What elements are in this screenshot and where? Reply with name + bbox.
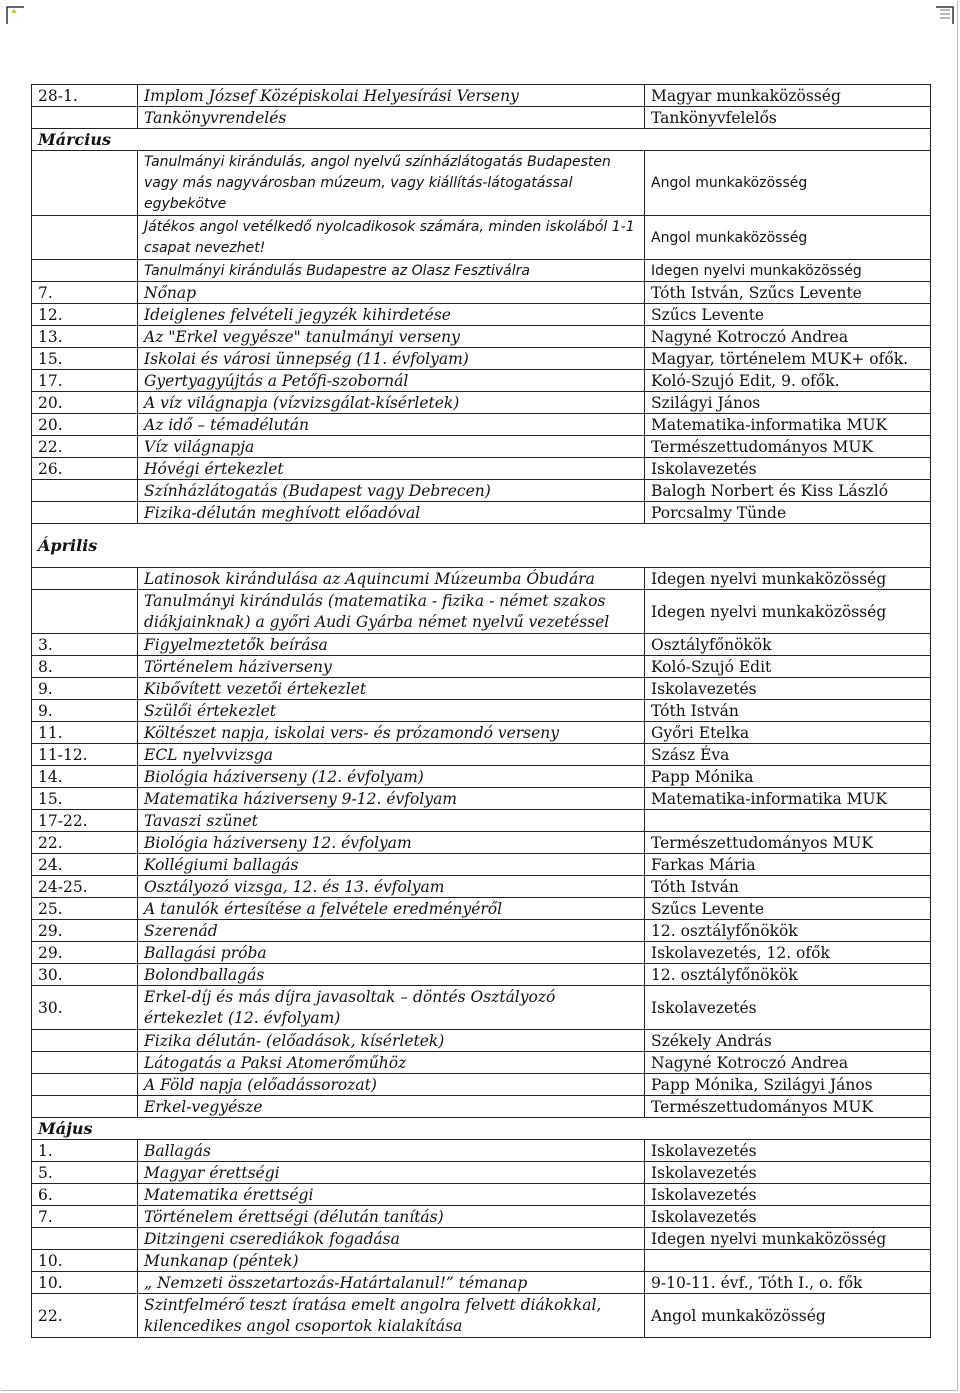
date-cell xyxy=(32,1030,138,1052)
responsible-cell: Iskolavezetés, 12. ofők xyxy=(645,942,931,964)
responsible-cell: Porcsalmy Tünde xyxy=(645,502,931,524)
table-row xyxy=(32,1206,931,1228)
table-row xyxy=(32,1052,931,1074)
event-cell: Munkanap (péntek) xyxy=(138,1250,645,1272)
table-row xyxy=(32,260,931,282)
table-row xyxy=(32,1294,931,1338)
responsible-cell: 9-10-11. évf., Tóth I., o. fők xyxy=(645,1272,931,1294)
date-cell: 9. xyxy=(32,700,138,722)
date-cell: 10. xyxy=(32,1250,138,1272)
date-cell: 24-25. xyxy=(32,876,138,898)
date-cell: 1. xyxy=(32,1140,138,1162)
event-cell: Fizika-délután meghívott előadóval xyxy=(138,502,645,524)
date-cell: 11. xyxy=(32,722,138,744)
table-row xyxy=(32,151,931,216)
event-cell: A Föld napja (előadássorozat) xyxy=(138,1074,645,1096)
table-row xyxy=(32,568,931,590)
date-cell: 20. xyxy=(32,414,138,436)
date-cell: 22. xyxy=(32,436,138,458)
table-row xyxy=(32,1250,931,1272)
event-cell: Ballagási próba xyxy=(138,942,645,964)
table-row xyxy=(32,700,931,722)
month-header-row xyxy=(32,524,931,568)
responsible-cell: Koló-Szujó Edit, 9. ofők. xyxy=(645,370,931,392)
event-cell: Tanulmányi kirándulás (matematika - fizika - német szakos diákjainknak) a győri Audi Gyárba német nyelvű vezetéssel xyxy=(138,590,645,634)
date-cell xyxy=(32,1052,138,1074)
event-cell: Színházlátogatás (Budapest vagy Debrecen) xyxy=(138,480,645,502)
table-row xyxy=(32,107,931,129)
date-cell: 26. xyxy=(32,458,138,480)
month-label: Április xyxy=(32,524,931,568)
date-cell xyxy=(32,1074,138,1096)
table-row xyxy=(32,85,931,107)
date-cell: 13. xyxy=(32,326,138,348)
event-cell: Ditzingeni cserediákok fogadása xyxy=(138,1228,645,1250)
date-cell: 30. xyxy=(32,986,138,1030)
event-cell: Biológia háziverseny 12. évfolyam xyxy=(138,832,645,854)
table-row xyxy=(32,436,931,458)
date-cell: 24. xyxy=(32,854,138,876)
date-cell xyxy=(32,590,138,634)
date-cell: 14. xyxy=(32,766,138,788)
responsible-cell: Idegen nyelvi munkaközösség xyxy=(645,260,931,282)
responsible-cell: Iskolavezetés xyxy=(645,1206,931,1228)
event-cell: Latinosok kirándulása az Aquincumi Múzeumba Óbudára xyxy=(138,568,645,590)
responsible-cell: Magyar munkaközösség xyxy=(645,85,931,107)
date-cell: 22. xyxy=(32,832,138,854)
month-label: Május xyxy=(32,1118,931,1140)
event-cell: Nőnap xyxy=(138,282,645,304)
table-row xyxy=(32,1096,931,1118)
event-cell: Tanulmányi kirándulás Budapestre az Olasz Fesztiválra xyxy=(138,260,645,282)
date-cell xyxy=(32,1096,138,1118)
schedule-body xyxy=(32,85,931,1338)
responsible-cell: Tóth István xyxy=(645,700,931,722)
event-cell: Bolondballagás xyxy=(138,964,645,986)
date-cell: 3. xyxy=(32,634,138,656)
responsible-cell: Papp Mónika xyxy=(645,766,931,788)
table-row xyxy=(32,766,931,788)
responsible-cell xyxy=(645,1250,931,1272)
event-cell: ECL nyelvvizsga xyxy=(138,744,645,766)
date-cell: 10. xyxy=(32,1272,138,1294)
table-row xyxy=(32,326,931,348)
table-row xyxy=(32,282,931,304)
responsible-cell: Természettudományos MUK xyxy=(645,436,931,458)
responsible-cell: Iskolavezetés xyxy=(645,1184,931,1206)
event-cell: Történelem háziverseny xyxy=(138,656,645,678)
date-cell xyxy=(32,216,138,260)
event-cell: Implom József Középiskolai Helyesírási Verseny xyxy=(138,85,645,107)
month-label: Március xyxy=(32,129,931,151)
event-cell: Történelem érettségi (délután tanítás) xyxy=(138,1206,645,1228)
table-row xyxy=(32,458,931,480)
responsible-cell: Szűcs Levente xyxy=(645,304,931,326)
event-cell: Osztályozó vizsga, 12. és 13. évfolyam xyxy=(138,876,645,898)
responsible-cell: Idegen nyelvi munkaközösség xyxy=(645,590,931,634)
responsible-cell: Matematika-informatika MUK xyxy=(645,414,931,436)
event-cell: Fizika délután- (előadások, kísérletek) xyxy=(138,1030,645,1052)
responsible-cell: Angol munkaközösség xyxy=(645,1294,931,1338)
table-row xyxy=(32,348,931,370)
responsible-cell: Koló-Szujó Edit xyxy=(645,656,931,678)
table-row xyxy=(32,832,931,854)
event-cell: Kollégiumi ballagás xyxy=(138,854,645,876)
responsible-cell: Iskolavezetés xyxy=(645,1140,931,1162)
table-row xyxy=(32,634,931,656)
responsible-cell: Szilágyi János xyxy=(645,392,931,414)
event-cell: Tavaszi szünet xyxy=(138,810,645,832)
event-cell: Költészet napja, iskolai vers- és prózamondó verseny xyxy=(138,722,645,744)
table-row xyxy=(32,788,931,810)
table-row xyxy=(32,590,931,634)
responsible-cell: Természettudományos MUK xyxy=(645,1096,931,1118)
date-cell: 15. xyxy=(32,788,138,810)
responsible-cell: Természettudományos MUK xyxy=(645,832,931,854)
table-row xyxy=(32,964,931,986)
responsible-cell: Osztályfőnökök xyxy=(645,634,931,656)
date-cell xyxy=(32,260,138,282)
table-row xyxy=(32,898,931,920)
date-cell: 15. xyxy=(32,348,138,370)
date-cell: 6. xyxy=(32,1184,138,1206)
table-row xyxy=(32,810,931,832)
date-cell: 17. xyxy=(32,370,138,392)
responsible-cell: Iskolavezetés xyxy=(645,986,931,1030)
event-cell: Magyar érettségi xyxy=(138,1162,645,1184)
event-cell: Szülői értekezlet xyxy=(138,700,645,722)
event-cell: Gyertyagyújtás a Petőfi-szobornál xyxy=(138,370,645,392)
table-row xyxy=(32,1030,931,1052)
table-row xyxy=(32,414,931,436)
responsible-cell: Szűcs Levente xyxy=(645,898,931,920)
event-cell: Biológia háziverseny (12. évfolyam) xyxy=(138,766,645,788)
responsible-cell: Nagyné Kotroczó Andrea xyxy=(645,1052,931,1074)
responsible-cell: Győri Etelka xyxy=(645,722,931,744)
event-cell: Tanulmányi kirándulás, angol nyelvű színházlátogatás Budapesten vagy más nagyvárosban múzeum, vagy kiállítás-látogatással egybekötve xyxy=(138,151,645,216)
event-cell: Az "Erkel vegyésze" tanulmányi verseny xyxy=(138,326,645,348)
event-cell: Az idő – témadélután xyxy=(138,414,645,436)
table-row xyxy=(32,1140,931,1162)
responsible-cell: Iskolavezetés xyxy=(645,1162,931,1184)
responsible-cell: Idegen nyelvi munkaközösség xyxy=(645,568,931,590)
responsible-cell: Papp Mónika, Szilágyi János xyxy=(645,1074,931,1096)
date-cell: 22. xyxy=(32,1294,138,1338)
table-row xyxy=(32,656,931,678)
responsible-cell: Székely András xyxy=(645,1030,931,1052)
event-cell: Matematika érettségi xyxy=(138,1184,645,1206)
responsible-cell: Tóth István, Szűcs Levente xyxy=(645,282,931,304)
event-cell: Iskolai és városi ünnepség (11. évfolyam) xyxy=(138,348,645,370)
table-row xyxy=(32,854,931,876)
date-cell xyxy=(32,107,138,129)
table-row xyxy=(32,480,931,502)
table-row xyxy=(32,722,931,744)
event-cell: Hóvégi értekezlet xyxy=(138,458,645,480)
table-row xyxy=(32,392,931,414)
month-header-row xyxy=(32,129,931,151)
event-cell: Matematika háziverseny 9-12. évfolyam xyxy=(138,788,645,810)
responsible-cell: Farkas Mária xyxy=(645,854,931,876)
event-cell: A tanulók értesítése a felvétele eredményéről xyxy=(138,898,645,920)
event-cell: Ideiglenes felvételi jegyzék kihirdetése xyxy=(138,304,645,326)
responsible-cell: Angol munkaközösség xyxy=(645,216,931,260)
responsible-cell: Magyar, történelem MUK+ ofők. xyxy=(645,348,931,370)
date-cell: 8. xyxy=(32,656,138,678)
event-cell: A víz világnapja (vízvizsgálat-kísérletek) xyxy=(138,392,645,414)
responsible-cell: Balogh Norbert és Kiss László xyxy=(645,480,931,502)
event-schedule-table xyxy=(31,84,931,1338)
responsible-cell: Angol munkaközösség xyxy=(645,151,931,216)
event-cell: Szerenád xyxy=(138,920,645,942)
date-cell xyxy=(32,151,138,216)
date-cell: 11-12. xyxy=(32,744,138,766)
date-cell: 17-22. xyxy=(32,810,138,832)
responsible-cell xyxy=(645,810,931,832)
date-cell xyxy=(32,1228,138,1250)
table-row xyxy=(32,1074,931,1096)
date-cell: 5. xyxy=(32,1162,138,1184)
table-row xyxy=(32,986,931,1030)
table-row xyxy=(32,744,931,766)
date-cell: 12. xyxy=(32,304,138,326)
responsible-cell: Tóth István xyxy=(645,876,931,898)
corner-marker-icon xyxy=(4,4,28,28)
table-row xyxy=(32,1184,931,1206)
date-cell: 28-1. xyxy=(32,85,138,107)
month-header-row xyxy=(32,1118,931,1140)
event-cell: Erkel-vegyésze xyxy=(138,1096,645,1118)
date-cell xyxy=(32,480,138,502)
date-cell: 30. xyxy=(32,964,138,986)
responsible-cell: Idegen nyelvi munkaközösség xyxy=(645,1228,931,1250)
table-row xyxy=(32,304,931,326)
date-cell: 25. xyxy=(32,898,138,920)
date-cell: 20. xyxy=(32,392,138,414)
event-cell: Szintfelmérő teszt íratása emelt angolra felvett diákokkal, kilencedikes angol csoportok kialakítása xyxy=(138,1294,645,1338)
table-row xyxy=(32,876,931,898)
responsible-cell: Nagyné Kotroczó Andrea xyxy=(645,326,931,348)
table-row xyxy=(32,678,931,700)
date-cell xyxy=(32,568,138,590)
date-cell: 7. xyxy=(32,282,138,304)
table-row xyxy=(32,1162,931,1184)
event-cell: Víz világnapja xyxy=(138,436,645,458)
table-row xyxy=(32,370,931,392)
date-cell: 9. xyxy=(32,678,138,700)
corner-marker-icon xyxy=(932,4,956,28)
responsible-cell: Iskolavezetés xyxy=(645,458,931,480)
responsible-cell: Tankönyvfelelős xyxy=(645,107,931,129)
event-cell: Tankönyvrendelés xyxy=(138,107,645,129)
table-row xyxy=(32,1228,931,1250)
table-row xyxy=(32,216,931,260)
event-cell: Látogatás a Paksi Atomerőműhöz xyxy=(138,1052,645,1074)
table-row xyxy=(32,942,931,964)
event-cell: „ Nemzeti összetartozás-Határtalanul!” témanap xyxy=(138,1272,645,1294)
date-cell xyxy=(32,502,138,524)
table-row xyxy=(32,502,931,524)
date-cell: 29. xyxy=(32,942,138,964)
responsible-cell: 12. osztályfőnökök xyxy=(645,920,931,942)
event-cell: Játékos angol vetélkedő nyolcadikosok számára, minden iskolából 1-1 csapat nevezhet! xyxy=(138,216,645,260)
responsible-cell: 12. osztályfőnökök xyxy=(645,964,931,986)
event-cell: Erkel-díj és más díjra javasoltak – döntés Osztályozó értekezlet (12. évfolyam) xyxy=(138,986,645,1030)
event-cell: Kibővített vezetői értekezlet xyxy=(138,678,645,700)
event-cell: Figyelmeztetők beírása xyxy=(138,634,645,656)
event-cell: Ballagás xyxy=(138,1140,645,1162)
table-row xyxy=(32,920,931,942)
responsible-cell: Matematika-informatika MUK xyxy=(645,788,931,810)
date-cell: 29. xyxy=(32,920,138,942)
table-row xyxy=(32,1272,931,1294)
responsible-cell: Szász Éva xyxy=(645,744,931,766)
responsible-cell: Iskolavezetés xyxy=(645,678,931,700)
date-cell: 7. xyxy=(32,1206,138,1228)
